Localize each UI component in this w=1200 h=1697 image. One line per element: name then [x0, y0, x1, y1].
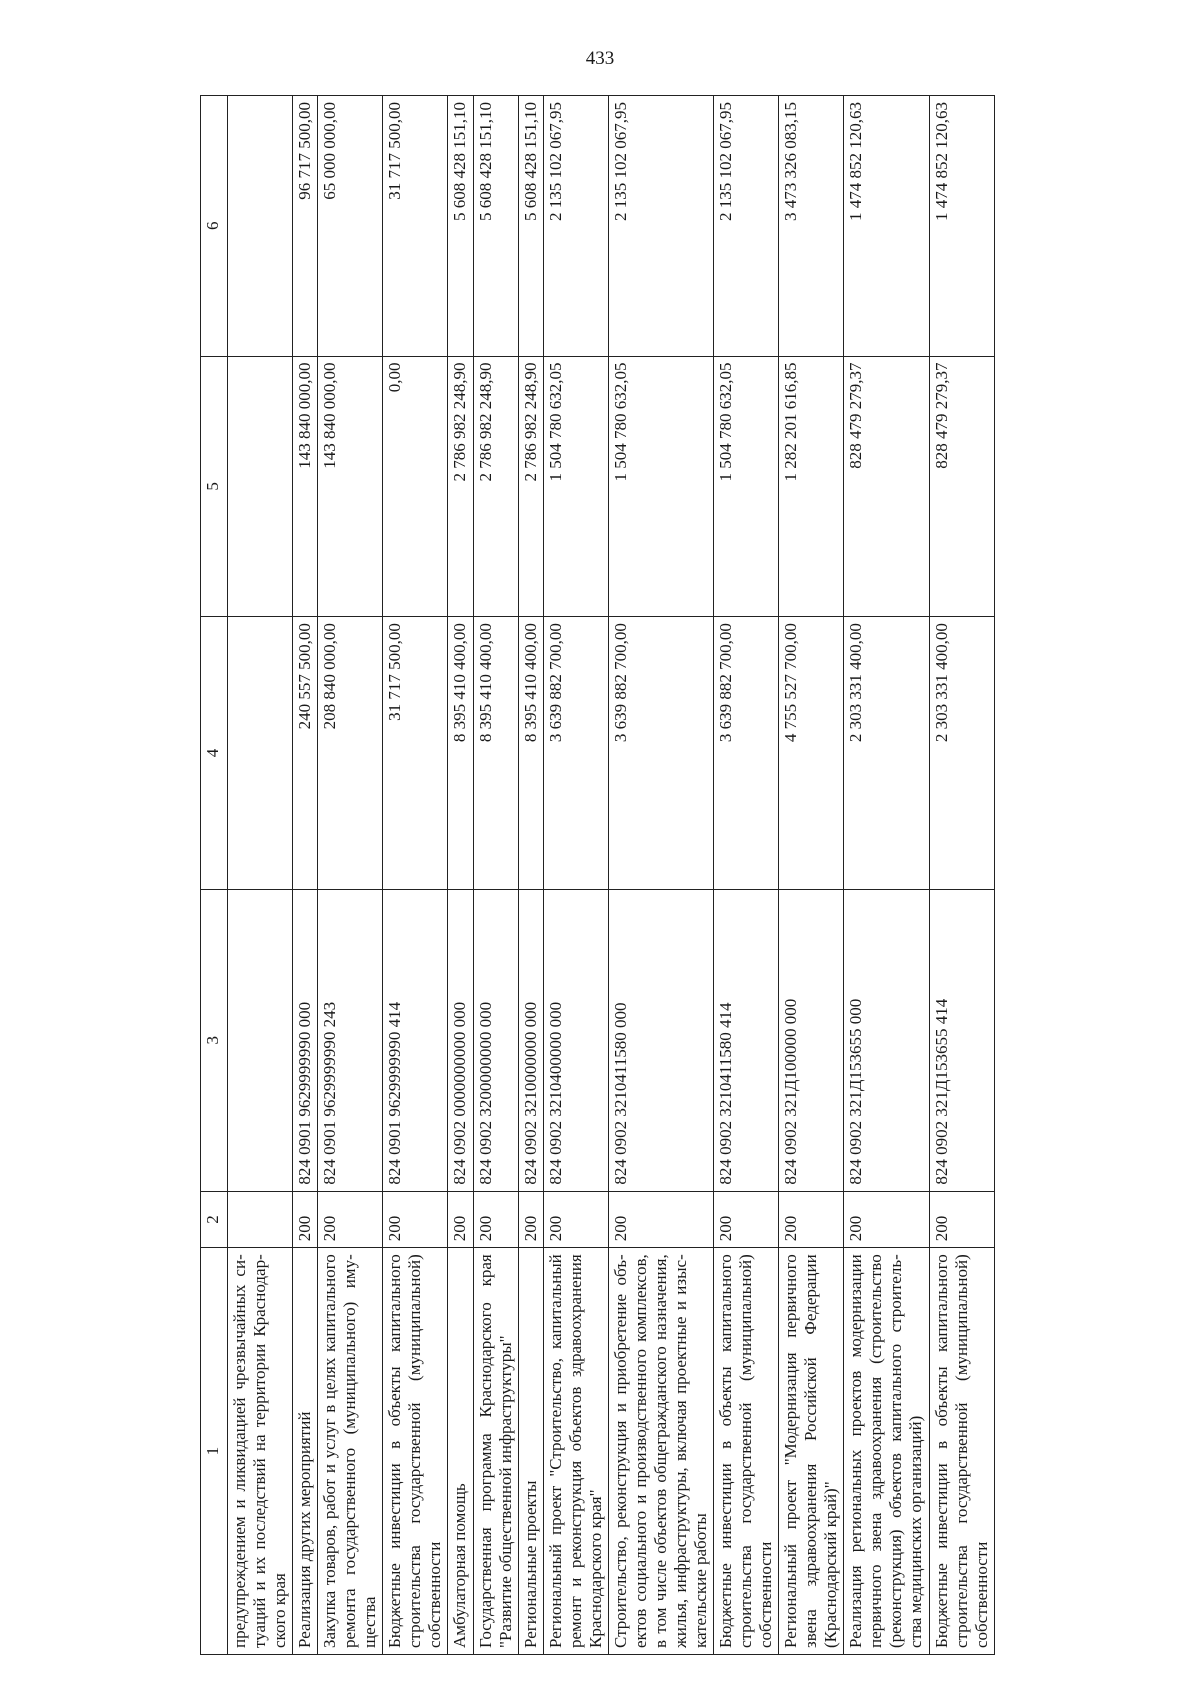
row-value-5-cell: 1 282 201 616,85 — [779, 356, 844, 617]
row-value-6-cell: 5 608 428 151,10 — [473, 96, 518, 357]
row-name-cell: Бюджетные инвестиции в объекты капитального строительства государственной (муниципальной) собственности — [929, 1248, 994, 1655]
row-code-cell: 200 — [844, 1191, 929, 1248]
row-name-cell: Региональные проекты — [518, 1248, 543, 1655]
row-value-6-cell: 65 000 000,00 — [318, 96, 383, 357]
row-value-4-cell: 31 717 500,00 — [383, 617, 448, 890]
row-value-4-cell: 8 395 410 400,00 — [473, 617, 518, 890]
row-value-6-cell: 5 608 428 151,10 — [518, 96, 543, 357]
row-value-6-cell: 5 608 428 151,10 — [448, 96, 473, 357]
row-value-5-cell: 143 840 000,00 — [293, 356, 318, 617]
row-kbk-cell: 824 0902 3200000000 000 — [473, 889, 518, 1191]
row-code-cell: 200 — [448, 1191, 473, 1248]
row-value-6-cell: 2 135 102 067,95 — [543, 96, 608, 357]
table-row — [293, 96, 318, 1655]
row-code-cell: 200 — [293, 1191, 318, 1248]
table-row — [518, 96, 543, 1655]
table-row — [779, 96, 844, 1655]
row-value-4-cell: 208 840 000,00 — [318, 617, 383, 890]
row-kbk-cell: 824 0902 321Д100000 000 — [779, 889, 844, 1191]
row-value-5-cell: 1 504 780 632,05 — [543, 356, 608, 617]
table-header-row — [201, 96, 228, 1655]
row-name-cell: Бюджетные инвестиции в объекты капитального строительства государственной (муниципальной) собственности — [714, 1248, 779, 1655]
row-name-cell: предупреждением и ликвидацией чрезвычайных си-туаций и их последствий на территории Краснодар-ского края — [228, 1248, 293, 1655]
row-kbk-cell: 824 0902 321Д153655 000 — [844, 889, 929, 1191]
row-value-6-cell: 96 717 500,00 — [293, 96, 318, 357]
row-value-6-cell: 3 473 326 083,15 — [779, 96, 844, 357]
header-col-3: 3 — [201, 889, 228, 1191]
row-value-4-cell: 3 639 882 700,00 — [714, 617, 779, 890]
budget-table — [200, 95, 995, 1655]
table-row — [228, 96, 293, 1655]
row-value-5-cell: 0,00 — [383, 356, 448, 617]
row-value-5-cell: 828 479 279,37 — [929, 356, 994, 617]
row-value-6-cell: 1 474 852 120,63 — [929, 96, 994, 357]
row-code-cell — [228, 1191, 293, 1248]
row-value-4-cell: 4 755 527 700,00 — [779, 617, 844, 890]
row-value-5-cell: 828 479 279,37 — [844, 356, 929, 617]
row-name-cell: Амбулаторная помощь — [448, 1248, 473, 1655]
table-row — [608, 96, 713, 1655]
row-value-5-cell: 2 786 982 248,90 — [448, 356, 473, 617]
row-value-5-cell: 1 504 780 632,05 — [608, 356, 713, 617]
row-code-cell: 200 — [518, 1191, 543, 1248]
row-value-5-cell: 2 786 982 248,90 — [473, 356, 518, 617]
row-kbk-cell: 824 0901 9629999990 414 — [383, 889, 448, 1191]
row-value-4-cell: 3 639 882 700,00 — [608, 617, 713, 890]
header-col-5: 5 — [201, 356, 228, 617]
table-row — [714, 96, 779, 1655]
row-value-5-cell: 143 840 000,00 — [318, 356, 383, 617]
header-col-2: 2 — [201, 1191, 228, 1248]
row-kbk-cell: 824 0902 3210411580 000 — [608, 889, 713, 1191]
table-row — [473, 96, 518, 1655]
table-row — [448, 96, 473, 1655]
header-col-6: 6 — [201, 96, 228, 357]
row-value-4-cell: 3 639 882 700,00 — [543, 617, 608, 890]
row-code-cell: 200 — [929, 1191, 994, 1248]
row-name-cell: Региональный проект "Строительство, капитальный ремонт и реконструкция объектов здравоохранения Краснодарского края" — [543, 1248, 608, 1655]
row-name-cell: Бюджетные инвестиции в объекты капитального строительства государственной (муниципальной) собственности — [383, 1248, 448, 1655]
row-name-cell: Реализация региональных проектов модернизации первичного звена здравоохранения (строительство (реконструкция) объектов капитального строитель-ства медицинских организаций) — [844, 1248, 929, 1655]
row-kbk-cell — [228, 889, 293, 1191]
row-code-cell: 200 — [714, 1191, 779, 1248]
row-kbk-cell: 824 0901 9629999990 000 — [293, 889, 318, 1191]
row-kbk-cell: 824 0901 9629999990 243 — [318, 889, 383, 1191]
row-value-5-cell: 1 504 780 632,05 — [714, 356, 779, 617]
row-kbk-cell: 824 0902 3210400000 000 — [543, 889, 608, 1191]
header-col-4: 4 — [201, 617, 228, 890]
row-kbk-cell: 824 0902 0000000000 000 — [448, 889, 473, 1191]
row-code-cell: 200 — [779, 1191, 844, 1248]
row-value-6-cell: 2 135 102 067,95 — [608, 96, 713, 357]
row-code-cell: 200 — [543, 1191, 608, 1248]
table-row — [383, 96, 448, 1655]
row-value-5-cell — [228, 356, 293, 617]
row-name-cell: Строительство, реконструкция и приобретение объ-ектов социального и производственного комплексов, в том числе объектов общегражданского назначения, жилья, инфраструктуры, включая проектные и изыс-кательские работы — [608, 1248, 713, 1655]
row-value-4-cell: 8 395 410 400,00 — [448, 617, 473, 890]
row-name-cell: Закупка товаров, работ и услуг в целях капитального ремонта государственного (муниципального) иму-щества — [318, 1248, 383, 1655]
row-value-4-cell: 240 557 500,00 — [293, 617, 318, 890]
row-code-cell: 200 — [473, 1191, 518, 1248]
row-code-cell: 200 — [383, 1191, 448, 1248]
row-code-cell: 200 — [608, 1191, 713, 1248]
row-name-cell: Региональный проект "Модернизация первичного звена здравоохранения Российской Федерации (Краснодарский край)" — [779, 1248, 844, 1655]
table-row — [543, 96, 608, 1655]
row-value-6-cell: 1 474 852 120,63 — [844, 96, 929, 357]
table-row — [318, 96, 383, 1655]
table-row — [844, 96, 929, 1655]
row-code-cell: 200 — [318, 1191, 383, 1248]
row-kbk-cell: 824 0902 3210000000 000 — [518, 889, 543, 1191]
row-value-6-cell: 2 135 102 067,95 — [714, 96, 779, 357]
row-name-cell: Государственная программа Краснодарского края "Развитие общественной инфраструктуры" — [473, 1248, 518, 1655]
row-name-cell: Реализация других мероприятий — [293, 1248, 318, 1655]
row-value-6-cell — [228, 96, 293, 357]
row-value-5-cell: 2 786 982 248,90 — [518, 356, 543, 617]
row-value-4-cell: 2 303 331 400,00 — [844, 617, 929, 890]
row-value-4-cell: 2 303 331 400,00 — [929, 617, 994, 890]
rotated-table-wrapper — [200, 95, 1110, 1655]
row-kbk-cell: 824 0902 3210411580 414 — [714, 889, 779, 1191]
page-number: 433 — [585, 48, 615, 69]
row-value-6-cell: 31 717 500,00 — [383, 96, 448, 357]
row-value-4-cell: 8 395 410 400,00 — [518, 617, 543, 890]
row-kbk-cell: 824 0902 321Д153655 414 — [929, 889, 994, 1191]
table-row — [929, 96, 994, 1655]
header-col-1: 1 — [201, 1248, 228, 1655]
row-value-4-cell — [228, 617, 293, 890]
